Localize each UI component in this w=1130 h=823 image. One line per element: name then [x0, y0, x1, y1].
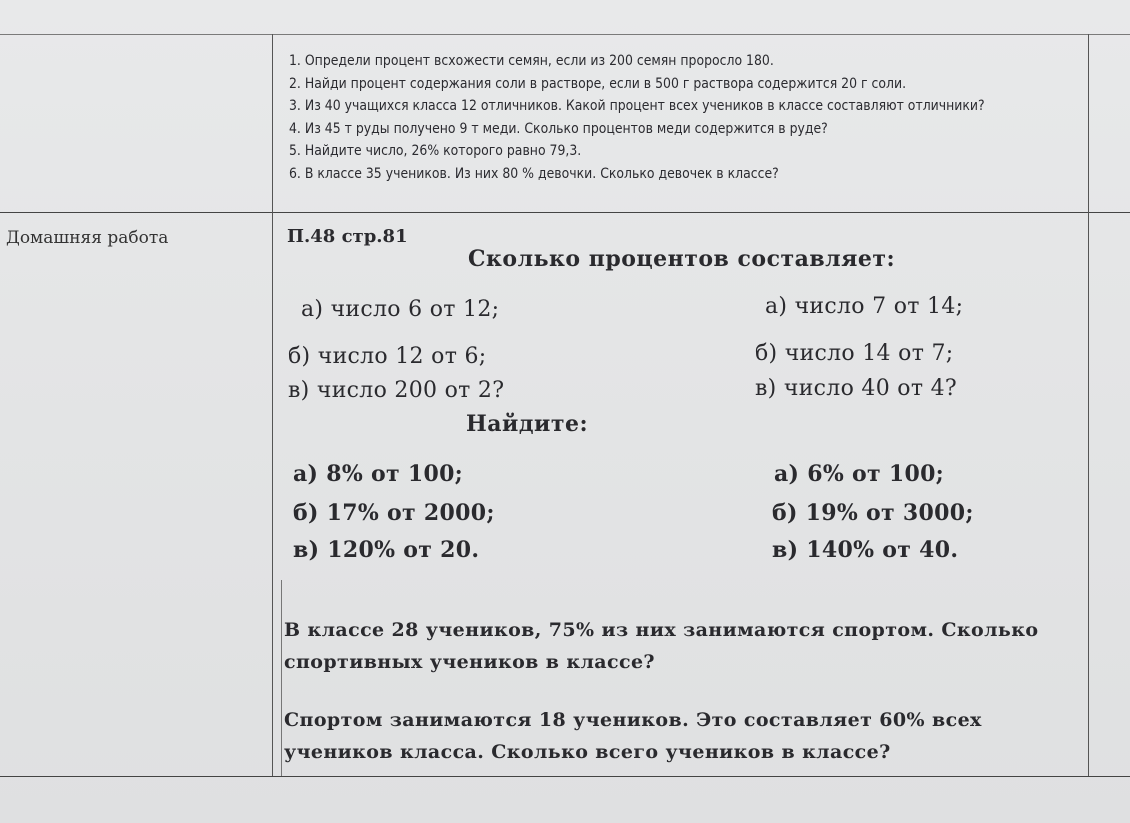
exercise-item: в) число 200 от 2? — [288, 378, 505, 403]
word-problem-1: В классе 28 учеников, 75% из них занимаются спортом. Сколько спортивных учеников в классе? — [284, 619, 1039, 673]
table-top-border — [0, 34, 1130, 35]
row-divider — [0, 212, 1130, 213]
heading-find: Найдите: — [466, 411, 589, 437]
exercise-item: б) 19% от 3000; — [772, 500, 974, 526]
task-item: 3. Из 40 учащихся класса 12 отличников. Какой процент всех учеников в классе составляют отличники? — [289, 98, 985, 115]
exercise-item: в) 140% от 40. — [772, 537, 959, 563]
exercise-item: в) 120% от 20. — [293, 537, 480, 563]
task-item: 1. Определи процент всхожести семян, если из 200 семян проросло 180. — [289, 53, 774, 69]
heading-percent: Сколько процентов составляет: — [468, 246, 896, 272]
task-item: 5. Найдите число, 26% которого равно 79,3. — [289, 143, 582, 160]
exercise-item: а) число 7 от 14; — [765, 294, 964, 319]
page-reference: П.48 стр.81 — [287, 226, 408, 247]
exercise-item: б) число 12 от 6; — [288, 344, 487, 369]
table-bottom-border — [0, 776, 1130, 777]
column-divider-right — [1088, 34, 1089, 776]
exercise-item: а) 8% от 100; — [293, 461, 464, 487]
task-item: 4. Из 45 т руды получено 9 т меди. Сколько процентов меди содержится в руде? — [289, 120, 828, 137]
exercise-item: б) 17% от 2000; — [293, 500, 495, 526]
task-list — [289, 50, 985, 186]
exercise-item: б) число 14 от 7; — [755, 341, 954, 366]
exercise-item: в) число 40 от 4? — [755, 376, 957, 401]
task-item: 2. Найди процент содержания соли в растворе, если в 500 г раствора содержится 20 г соли. — [289, 75, 907, 92]
column-divider-left — [272, 34, 273, 776]
homework-label: Домашняя работа — [6, 228, 169, 248]
task-item: 6. В классе 35 учеников. Из них 80 % девочки. Сколько девочек в классе? — [289, 165, 779, 182]
exercise-item: а) число 6 от 12; — [301, 297, 500, 322]
inner-frame-left — [281, 580, 282, 776]
word-problem-2: Спортом занимаются 18 учеников. Это составляет 60% всех учеников класса. Сколько всего учеников в классе? — [284, 709, 982, 763]
exercise-item: а) 6% от 100; — [774, 461, 945, 487]
